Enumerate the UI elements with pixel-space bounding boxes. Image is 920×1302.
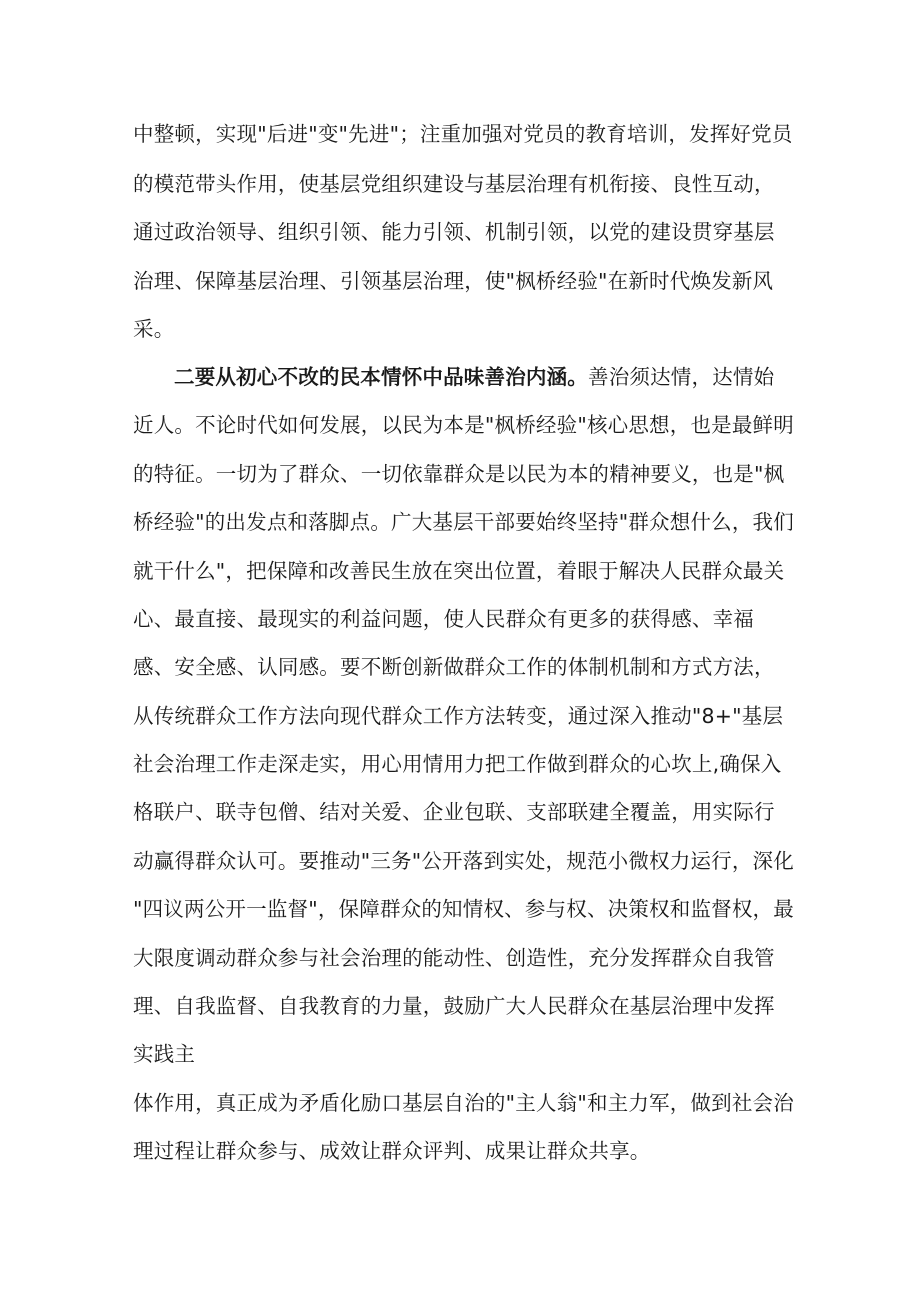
paragraph-heading-line <box>174 363 774 391</box>
text-line-5: 采。 <box>133 317 175 341</box>
text-line-20: 体作用，真正成为矛盾化励口基层自治的"主人翁"和主力军，做到社会治 <box>133 1091 794 1115</box>
text-line-19: 实践主 <box>133 1042 196 1066</box>
text-line-13: 社会治理工作走深走实，用心用情用力把工作做到群众的心坎上,确保入 <box>133 752 782 776</box>
text-line-8: 桥经验"的出发点和落脚点。广大基层干部要始终坚持"群众想什么，我们 <box>133 510 794 534</box>
text-line-18: 理、自我监督、自我教育的力量，鼓励广大人民群众在基层治理中发挥 <box>133 994 775 1018</box>
text-line-4: 治理、保障基层治理、引领基层治理，使"枫桥经验"在新时代焕发新风 <box>133 269 774 293</box>
paragraph-heading-rest: 善治须达情，达情始 <box>588 365 775 389</box>
text-line-12: 从传统群众工作方法向现代群众工作方法转变，通过深入推动"8+"基层 <box>133 704 784 728</box>
paragraph-heading: 二要从初心不改的民本情怀中品味善治内涵。 <box>174 365 588 389</box>
text-line-6: 近人。不论时代如何发展，以民为本是"枫桥经验"核心思想，也是最鲜明 <box>133 413 794 437</box>
text-line-3: 通过政治领导、组织引领、能力引领、机制引领，以党的建设贯穿基层 <box>133 220 775 244</box>
text-line-21: 理过程让群众参与、成效让群众评判、成果让群众共享。 <box>133 1139 651 1163</box>
text-line-2: 的模范带头作用，使基层党组织建设与基层治理有机衔接、良性互动， <box>133 172 775 196</box>
text-line-11: 感、安全感、认同感。要不断创新做群众工作的体制机制和方式方法， <box>133 655 775 679</box>
text-line-7: 的特征。一切为了群众、一切依靠群众是以民为本的精神要义，也是"枫 <box>133 462 785 486</box>
text-line-15: 动赢得群众认可。要推动"三务"公开落到实处，规范小微权力运行，深化 <box>133 849 794 873</box>
text-line-16: "四议两公开一监督"，保障群众的知情权、参与权、决策权和监督权，最 <box>133 897 794 921</box>
text-line-14: 格联户、联寺包僧、结对关爱、企业包联、支部联建全覆盖，用实际行 <box>133 800 775 824</box>
text-line-1: 中整顿，实现"后进"变"先进"；注重加强对党员的教育培训，发挥好党员 <box>133 122 793 146</box>
text-line-9: 就干什么"，把保障和改善民生放在突出位置，着眼于解决人民群众最关 <box>133 559 785 583</box>
text-line-17: 大限度调动群众参与社会治理的能动性、创造性，充分发挥群众自我管 <box>133 946 775 970</box>
text-line-10: 心、最直接、最现实的利益问题，使人民群众有更多的获得感、幸福 <box>133 607 754 631</box>
